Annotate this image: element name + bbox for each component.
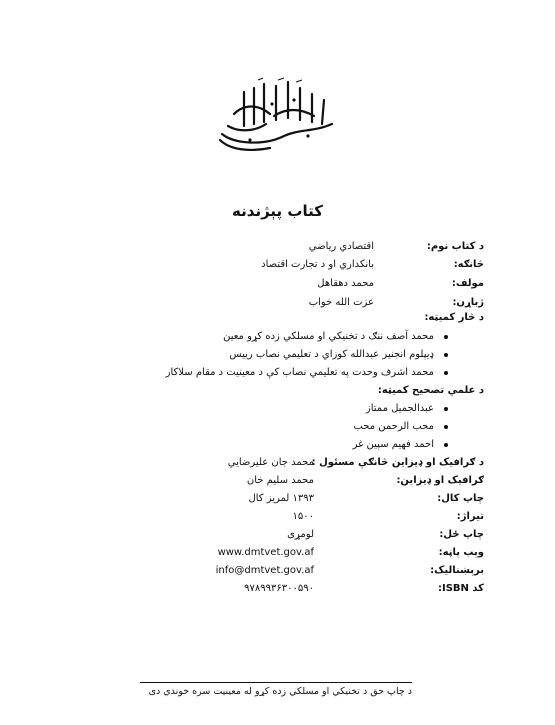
book-name-value: اقتصادي رياضي xyxy=(308,241,374,252)
print-run-label: تيراژ: xyxy=(456,511,484,522)
design-label: ګرافيک او ډيزاين: xyxy=(396,475,484,486)
edition-label: چاپ ځل: xyxy=(439,529,484,540)
scientific-member-item: احمد فهيم سپين غر xyxy=(352,439,434,450)
website-label: وېب پاڼه: xyxy=(438,547,484,558)
design-value: محمد سليم خان xyxy=(246,475,314,486)
book-name-label: د کتاب نوم: xyxy=(426,241,484,252)
isbn-label: کد ISBN: xyxy=(438,583,484,594)
copyright-notice: د چاپ حق د تخنيکي او مسلکي زده کړو له معينيت سره خوندي دی xyxy=(148,686,412,697)
basmala-calligraphy-icon xyxy=(214,74,342,156)
edition-value: لومړی xyxy=(287,529,314,540)
review-member-item: محمد اشرف وحدت په تعليمي نصاب کې د معينيت د مقام سلاکار xyxy=(165,367,434,378)
design-head-value: محمد جان عليرضايي xyxy=(227,457,314,468)
design-head-label: د ګرافيک او ډيزاين څانګې مسئول : xyxy=(311,457,484,468)
isbn-value: ۹۷۸۹۹۳۶۳۰۰۵۹۰ xyxy=(244,583,314,594)
translator-label: ژباړن: xyxy=(452,297,484,308)
scientific-member-item: محب الرحمن محب xyxy=(353,421,434,432)
review-member-item: محمد آصف ننګ د تخنيکي او مسلکي زده کړو معين xyxy=(223,331,434,342)
website-link[interactable]: www.dmtvet.gov.af xyxy=(217,547,314,558)
discipline-label: څانګه: xyxy=(453,259,484,270)
print-year-value: ۱۳۹۳ لمريز کال xyxy=(248,493,314,504)
scientific-committee-label: د علمي تصحيح کميټه: xyxy=(377,385,484,396)
review-member-item: ډيپلوم انجنير عبدالله کوزاي د تعليمي نصاب رييس xyxy=(229,349,434,360)
scientific-member-item: عبدالجميل ممتاز xyxy=(365,403,434,414)
author-value: محمد دهقاهل xyxy=(317,278,374,289)
author-label: مولف: xyxy=(451,278,484,289)
print-year-label: چاپ کال: xyxy=(437,493,484,504)
review-committee-label: د څار کميټه: xyxy=(424,312,484,323)
footer-divider xyxy=(140,682,412,683)
print-run-value: ۱۵۰۰ xyxy=(292,511,314,522)
page-title: کتاب پېژندنه xyxy=(232,202,323,220)
discipline-value: بانکداري او د تجارت اقتصاد xyxy=(261,259,374,270)
email-label: برېښناليک: xyxy=(430,565,484,576)
email-link[interactable]: info@dmtvet.gov.af xyxy=(215,565,314,576)
translator-value: عزت الله خواب xyxy=(308,297,374,308)
